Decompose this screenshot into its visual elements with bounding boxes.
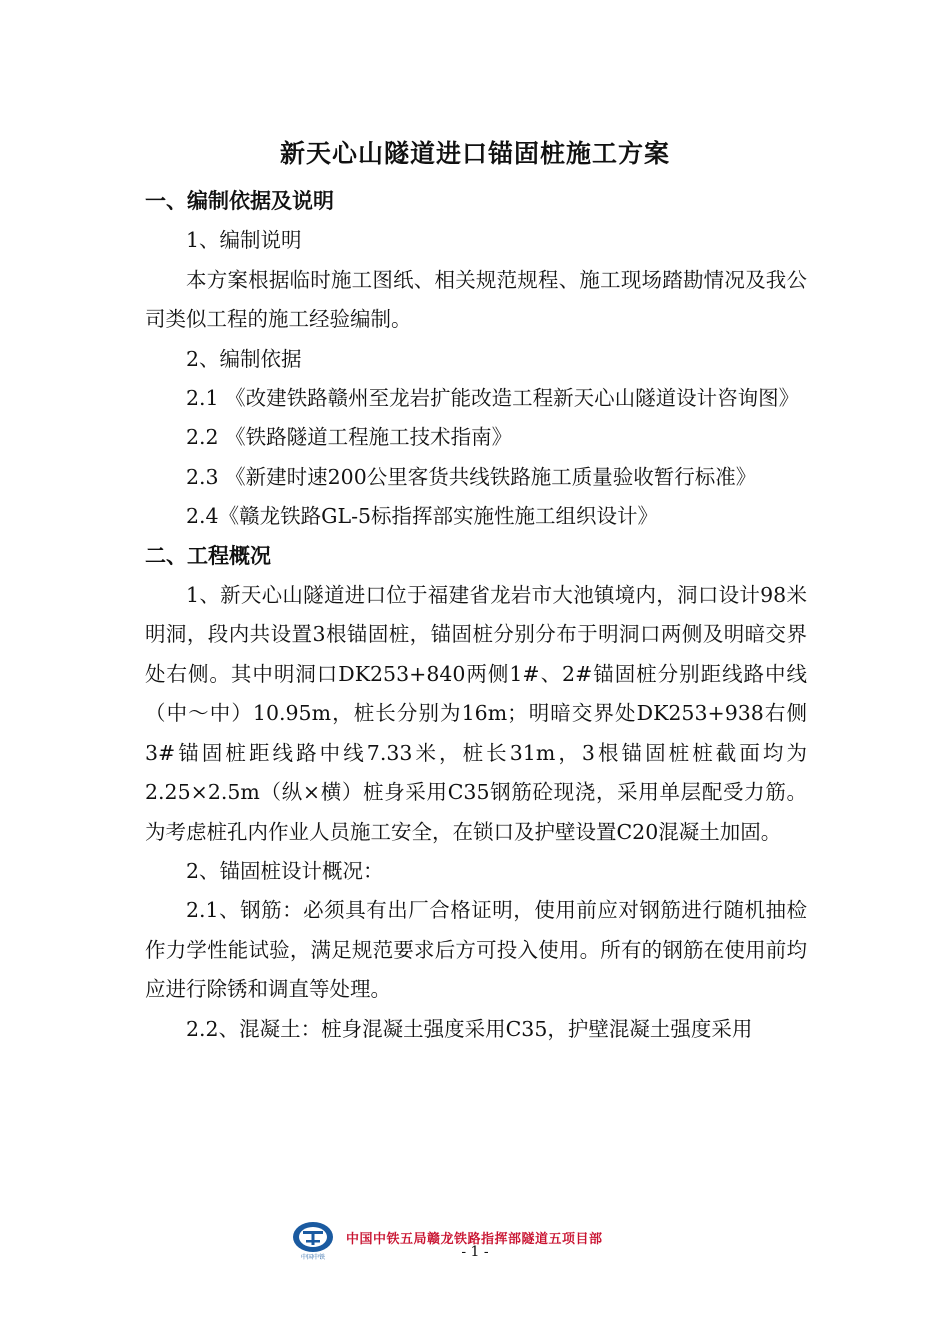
section-2-heading: 二、工程概况 [145, 543, 271, 568]
logo-caption: 中国中铁 [300, 1254, 325, 1261]
document-body [145, 182, 807, 1049]
reference-item: 2.1 《改建铁路赣州至龙岩扩能改造工程新天心山隧道设计咨询图》 [186, 386, 800, 411]
subsection-heading: 2、编制依据 [186, 346, 302, 371]
subsection-heading: 1、编制说明 [186, 228, 302, 253]
document-title: 新天心山隧道进口锚固桩施工方案 [279, 139, 670, 168]
section-1-heading: 一、编制依据及说明 [145, 189, 334, 213]
paragraph: 2.2、混凝土：桩身混凝土强度采用C35，护壁混凝土强度采用 [186, 1016, 753, 1041]
paragraph: 本方案根据临时施工图纸、相关规范规程、施工现场踏勘情况及我公司类似工程的施工经验编制。 [145, 267, 807, 332]
page-number: - 1 - [461, 1244, 489, 1260]
reference-item: 2.3 《新建时速200公里客货共线铁路施工质量验收暂行标准》 [186, 464, 757, 489]
subsection-heading: 2、锚固桩设计概况： [186, 858, 384, 883]
paragraph: 2.1、钢筋：必须具有出厂合格证明，使用前应对钢筋进行随机抽检作力学性能试验，满足规范要求后方可投入使用。所有的钢筋在使用前均应进行除锈和调直等处理。 [145, 898, 807, 1002]
paragraph: 1、新天心山隧道进口位于福建省龙岩市大池镇境内，洞口设计98米明洞，段内共设置3根锚固桩，锚固桩分别分布于明洞口两侧及明暗交界处右侧。其中明洞口DK253+840两侧1#、2#锚固桩分别距线路中线（中～中）10.95m，桩长分别为16m；明暗交界处DK253+938右侧3#锚固桩距线路中线7.33米，桩长31m，3根锚固桩桩截面均为2.25×2.5m（纵×横）桩身采用C35钢筋砼现浇，采用单层配受力筋。为考虑桩孔内作业人员施工安全，在锁口及护壁设置C20混凝土加固。 [145, 583, 807, 844]
reference-item: 2.4《赣龙铁路GL-5标指挥部实施性施工组织设计》 [186, 504, 659, 529]
footer-organization: 中国中铁五局赣龙铁路指挥部隧道五项目部 [346, 1232, 603, 1247]
reference-item: 2.2 《铁路隧道工程施工技术指南》 [186, 425, 513, 450]
